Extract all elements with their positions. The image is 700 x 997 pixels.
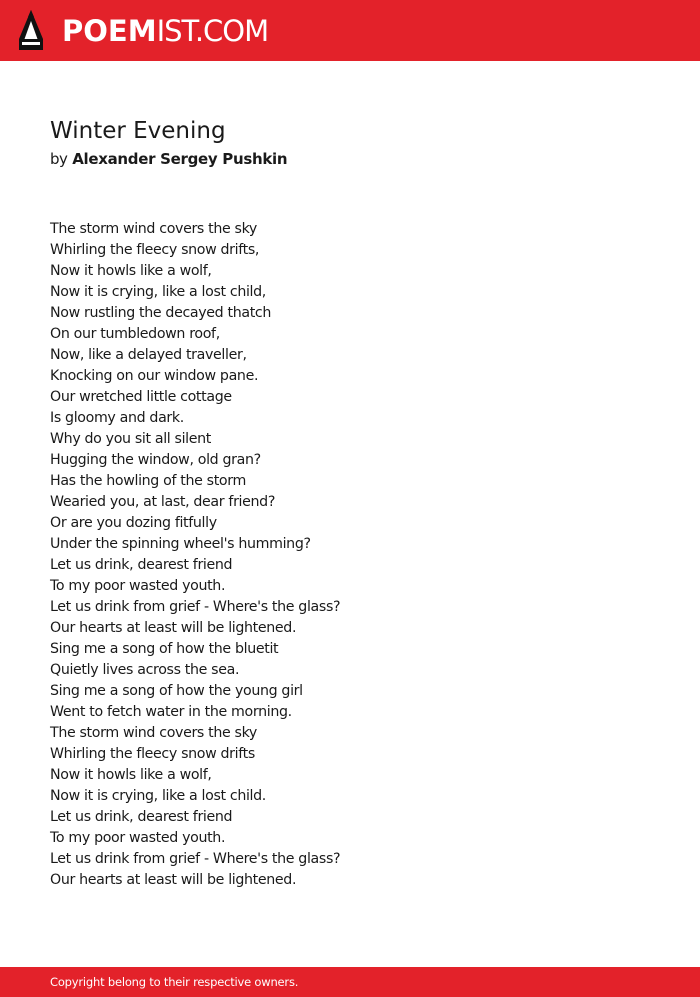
poem-line: Went to fetch water in the morning.: [50, 704, 292, 720]
brand-bold-text: POEM: [62, 14, 157, 48]
site-footer: [0, 967, 700, 997]
poem-line: Now it is crying, like a lost child,: [50, 284, 266, 300]
poem-line: Is gloomy and dark.: [50, 410, 184, 426]
poem-line: Hugging the window, old gran?: [50, 452, 261, 468]
poem-line: Whirling the fleecy snow drifts: [50, 746, 255, 762]
poem-line: The storm wind covers the sky: [50, 221, 257, 237]
poem-line: Knocking on our window pane.: [50, 368, 259, 384]
pencil-tip-icon: [18, 9, 44, 51]
poem-line: Whirling the fleecy snow drifts,: [50, 242, 260, 258]
poem-line: Under the spinning wheel's humming?: [50, 536, 311, 552]
poem-line: The storm wind covers the sky: [50, 725, 257, 741]
poem-line: Now it howls like a wolf,: [50, 767, 212, 783]
poem-line: Quietly lives across the sea.: [50, 662, 240, 678]
poem-line: Or are you dozing fitfully: [50, 515, 217, 531]
poem-line: Let us drink, dearest friend: [50, 557, 233, 573]
site-header: [0, 0, 700, 61]
poem-line: Let us drink, dearest friend: [50, 809, 233, 825]
poem-line: Wearied you, at last, dear friend?: [50, 494, 275, 510]
poem-line: Let us drink from grief - Where's the glass?: [50, 851, 341, 867]
poem-line: On our tumbledown roof,: [50, 326, 220, 342]
poem-line: Sing me a song of how the bluetit: [50, 641, 279, 657]
poem-body: [50, 219, 340, 891]
poem-line: To my poor wasted youth.: [50, 578, 226, 594]
site-logo[interactable]: [62, 13, 268, 49]
poem-title: Winter Evening: [50, 118, 226, 144]
poem-line: Now it is crying, like a lost child.: [50, 788, 266, 804]
poem-line: To my poor wasted youth.: [50, 830, 226, 846]
poem-line: Our wretched little cottage: [50, 389, 232, 405]
poem-line: Why do you sit all silent: [50, 431, 212, 447]
poem-byline: [50, 148, 287, 170]
poem-line: Has the howling of the storm: [50, 473, 246, 489]
copyright-notice: Copyright belong to their respective owners.: [50, 975, 299, 989]
poem-line: Now rustling the decayed thatch: [50, 305, 271, 321]
brand-light-text: IST.COM: [156, 14, 269, 48]
by-label: by: [50, 150, 68, 168]
poem-line: Sing me a song of how the young girl: [50, 683, 303, 699]
poem-line: Our hearts at least will be lightened.: [50, 620, 297, 636]
author-name: Alexander Sergey Pushkin: [72, 150, 288, 168]
poem-line: Let us drink from grief - Where's the glass?: [50, 599, 341, 615]
poem-line: Our hearts at least will be lightened.: [50, 872, 297, 888]
poem-line: Now it howls like a wolf,: [50, 263, 212, 279]
poem-line: Now, like a delayed traveller,: [50, 347, 247, 363]
